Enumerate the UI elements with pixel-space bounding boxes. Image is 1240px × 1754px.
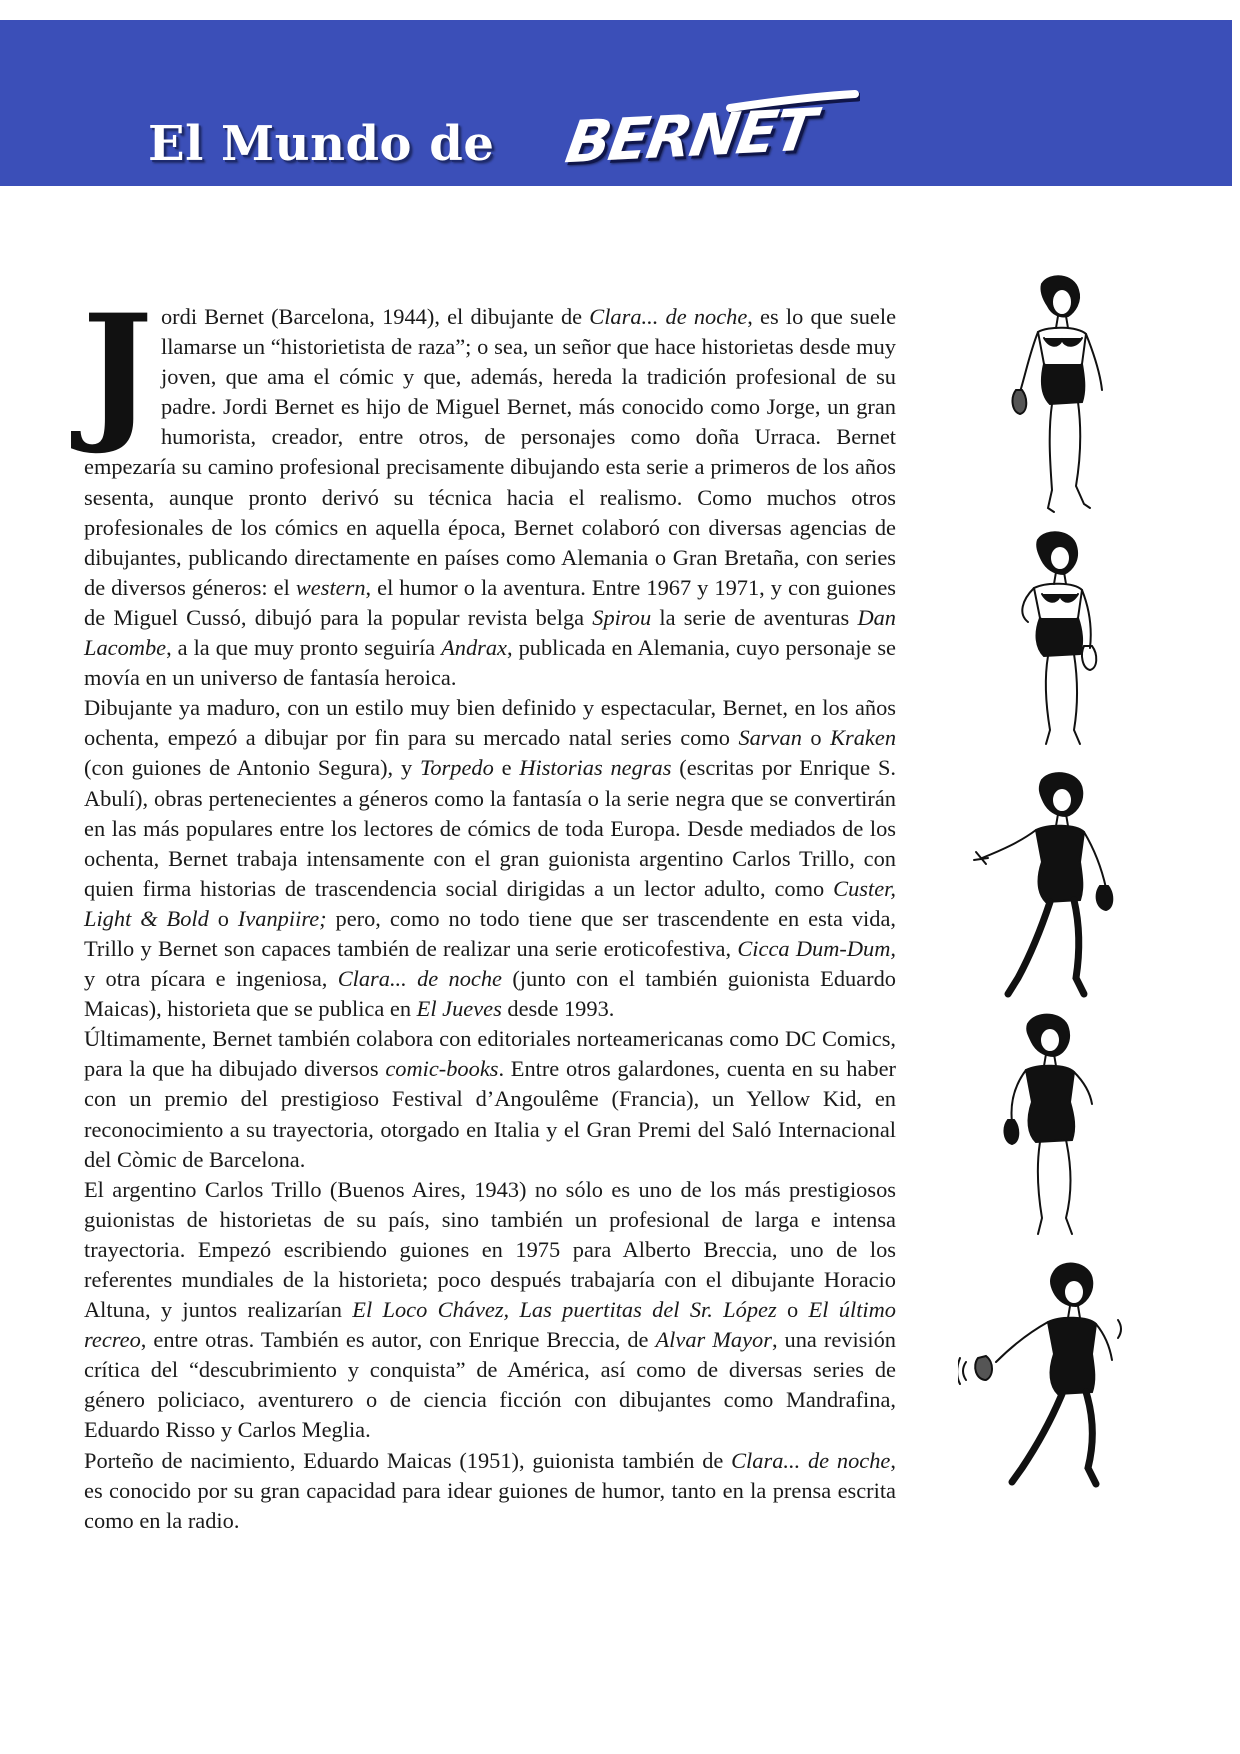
- pinup-illustration-4: [992, 1012, 1132, 1252]
- pinup-illustration-1: [990, 272, 1130, 522]
- header-banner: [0, 20, 1232, 186]
- drop-cap: J: [82, 282, 153, 458]
- pinup-illustration-2: [998, 530, 1128, 760]
- paragraph-1: [82, 282, 897, 693]
- paragraph-5: Porteño de nacimiento, Eduardo Maicas (1951), guionista también de Clara... de noche, es conocido por su gran capacidad para idear guiones de humor, tanto en la prensa escrita como en la radio.: [84, 1447, 896, 1533]
- paragraph-1-text: ordi Bernet (Barcelona, 1944), el dibujante de Clara... de noche, es lo que suele llamarse un “historietista de raza”; o sea, un señor que hace historietas desde muy joven, que ama el cómic y que, además, hereda la tradición profesional de su padre. Jordi Bernet es hijo de Miguel Bernet, más conocido como Jorge, un gran humorista, creador, entre otros, de personajes como doña Urraca. Bernet empezaría su camino profesional precisamente dibujando esta serie a primeros de los años sesenta, aunque pronto derivó su técnica hacia el realismo. Como muchos otros profesionales de los cómics en aquella época, Bernet colaboró con diversas agencias de dibujantes, publicando directamente en países como Alemania o Gran Bretaña, con series de diversos géneros: el western, el humor o la aventura. Entre 1967 y 1971, y con guiones de Miguel Cussó, dibujó para la popular revista belga Spirou la serie de aventuras Dan Lacombe, a la que muy pronto seguiría Andrax, publicada en Alemania, cuyo personaje se movía en un universo de fantasía heroica.: [84, 304, 897, 691]
- paragraph-4: El argentino Carlos Trillo (Buenos Aires, 1943) no sólo es uno de los más prestigiosos guionistas de historietas de su país, sino también un profesional de larga e intensa trayectoria. Empezó escribiendo guiones en 1975 para Alberto Breccia, uno de los referentes mundiales de la historieta; poco después trabajaría con el dibujante Horacio Altuna, y juntos realizarían El Loco Chávez, Las puertitas del Sr. López o El último recreo, entre otras. También es autor, con Enrique Breccia, de Alvar Mayor, una revisión crítica del “descubrimiento y conquista” de América, así como de diversas series de género policiaco, aventurero o de ciencia ficción con dibujantes como Mandrafina, Eduardo Risso y Carlos Meglia.: [84, 1176, 897, 1443]
- logo-text: BERNET: [561, 95, 819, 177]
- pinup-illustration-3: [962, 772, 1142, 1012]
- illustration-column: [948, 302, 1148, 1652]
- article-body: [82, 282, 897, 1536]
- header-title: El Mundo de: [148, 116, 495, 172]
- bernet-logo: [520, 86, 860, 186]
- paragraph-2: Dibujante ya maduro, con un estilo muy bien definido y espectacular, Bernet, en los años ochenta, empezó a dibujar por fin para su mercado natal series como Sarvan o Kraken (con guiones de Antonio Segura), y Torpedo e Historias negras (escritas por Enrique S. Abulí), obras pertenecientes a géneros como la fantasía o la serie negra que se convertirán en las más populares entre los lectores de cómics de toda Europa. Desde mediados de los ochenta, Bernet trabaja intensamente con el gran guionista argentino Carlos Trillo, con quien firma historias de trascendencia social dirigidas a un lector adulto, como Custer, Light & Bold o Ivanpiire; pero, como no todo tiene que ser trascendente en esta vida, Trillo y Bernet son capaces también de realizar una serie eroticofestiva, Cicca Dum-Dum, y otra pícara e ingeniosa, Clara... de noche (junto con el también guionista Eduardo Maicas), historieta que se publica en El Jueves desde 1993.: [84, 695, 897, 1022]
- pinup-illustration-5: [958, 1262, 1148, 1502]
- paragraph-3: Últimamente, Bernet también colabora con editoriales norteamericanas como DC Comics, para la que ha dibujado diversos comic-books. Entre otros galardones, cuenta en su haber con un premio del prestigioso Festival d’Angoulême (Francia), un Yellow Kid, en reconocimiento a su trayectoria, otorgado en Italia y el Gran Premi del Saló Internacional del Còmic de Barcelona.: [84, 1026, 896, 1172]
